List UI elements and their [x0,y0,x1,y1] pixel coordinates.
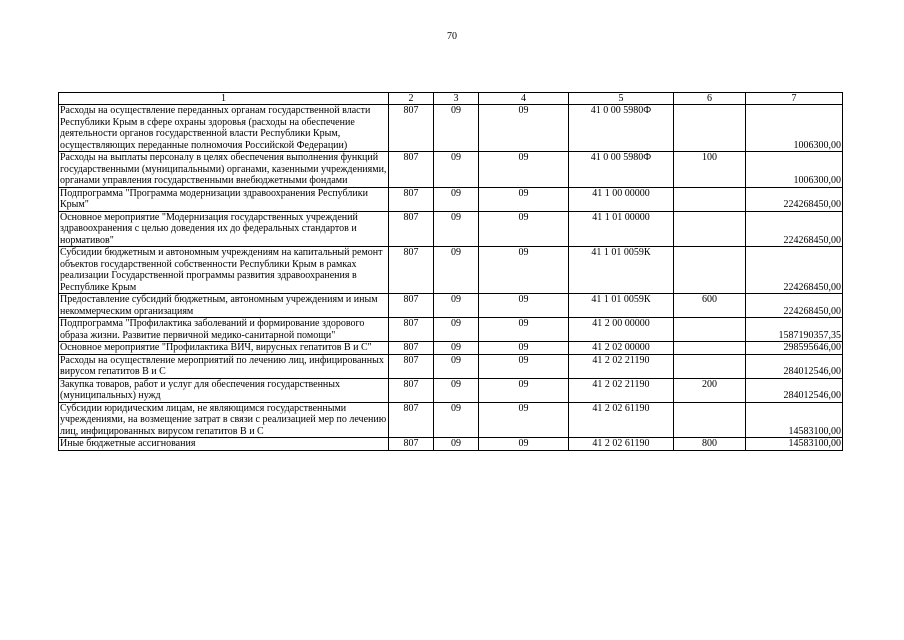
row-ministry-code: 807 [389,294,434,318]
row-target-article: 41 0 00 5980Ф [569,152,674,188]
table-row [59,354,843,378]
table-row [59,105,843,152]
row-section-code: 09 [434,105,479,152]
header-col-1: 1 [59,93,389,105]
row-ministry-code: 807 [389,318,434,342]
row-subsection-code: 09 [479,402,569,438]
row-amount: 298595646,00 [746,342,843,355]
row-description: Субсидии юридическим лицам, не являющимся государственными учреждениями, на возмещение затрат в связи с реализацией мер по лечению лиц, инфицированных вирусом гепатитов В и С [59,402,389,438]
row-ministry-code: 807 [389,342,434,355]
header-col-5: 5 [569,93,674,105]
header-col-3: 3 [434,93,479,105]
row-amount: 224268450,00 [746,211,843,247]
table-row [59,152,843,188]
row-section-code: 09 [434,318,479,342]
table-row [59,211,843,247]
row-section-code: 09 [434,342,479,355]
row-description: Иные бюджетные ассигнования [59,438,389,451]
row-description: Расходы на осуществление мероприятий по лечению лиц, инфицированных вирусом гепатитов В и С [59,354,389,378]
row-expense-type: 800 [674,438,746,451]
row-expense-type: 200 [674,378,746,402]
row-target-article: 41 2 02 21190 [569,378,674,402]
header-col-7: 7 [746,93,843,105]
row-ministry-code: 807 [389,378,434,402]
header-col-4: 4 [479,93,569,105]
table-row [59,378,843,402]
row-target-article: 41 2 02 61190 [569,402,674,438]
row-target-article: 41 2 02 21190 [569,354,674,378]
row-expense-type: 600 [674,294,746,318]
row-ministry-code: 807 [389,187,434,211]
row-description: Субсидии бюджетным и автономным учреждениям на капитальный ремонт объектов государственной собственности Республики Крым в рамках реализации Государственной программы развития здравоохранения в Республике Крым [59,247,389,294]
row-subsection-code: 09 [479,354,569,378]
row-target-article: 41 1 00 00000 [569,187,674,211]
table-row [59,318,843,342]
row-subsection-code: 09 [479,318,569,342]
row-description: Расходы на выплаты персоналу в целях обеспечения выполнения функций государственными (муниципальными) органами, казенными учреждениями, органами управления государственными внебюджетными фондами [59,152,389,188]
table-row [59,342,843,355]
row-expense-type [674,247,746,294]
row-section-code: 09 [434,152,479,188]
row-subsection-code: 09 [479,247,569,294]
row-amount: 1006300,00 [746,105,843,152]
row-amount: 1006300,00 [746,152,843,188]
row-section-code: 09 [434,247,479,294]
row-target-article: 41 2 00 00000 [569,318,674,342]
row-target-article: 41 2 02 00000 [569,342,674,355]
row-description: Предоставление субсидий бюджетным, автономным учреждениям и иным некоммерческим организациям [59,294,389,318]
row-subsection-code: 09 [479,438,569,451]
table-row [59,438,843,451]
row-target-article: 41 1 01 0059К [569,294,674,318]
row-description: Подпрограмма "Программа модернизации здравоохранения Республики Крым" [59,187,389,211]
row-section-code: 09 [434,354,479,378]
row-ministry-code: 807 [389,105,434,152]
row-target-article: 41 1 01 0059К [569,247,674,294]
row-ministry-code: 807 [389,247,434,294]
page-number: 70 [447,31,457,42]
row-description: Основное мероприятие "Модернизация государственных учреждений здравоохранения с целью доведения их до федеральных стандартов и нормативов" [59,211,389,247]
row-section-code: 09 [434,294,479,318]
row-section-code: 09 [434,378,479,402]
row-expense-type [674,354,746,378]
row-amount: 284012546,00 [746,354,843,378]
row-description: Подпрограмма "Профилактика заболеваний и формирование здорового образа жизни. Развитие первичной медико-санитарной помощи" [59,318,389,342]
budget-table [58,92,843,451]
row-subsection-code: 09 [479,187,569,211]
row-subsection-code: 09 [479,105,569,152]
row-amount: 224268450,00 [746,294,843,318]
row-ministry-code: 807 [389,354,434,378]
row-subsection-code: 09 [479,152,569,188]
row-expense-type [674,318,746,342]
header-col-2: 2 [389,93,434,105]
row-expense-type [674,105,746,152]
header-col-6: 6 [674,93,746,105]
header-row [59,93,843,105]
row-description: Основное мероприятие "Профилактика ВИЧ, вирусных гепатитов В и С" [59,342,389,355]
row-expense-type: 100 [674,152,746,188]
row-description: Расходы на осуществление переданных органам государственной власти Республики Крым в сфере охраны здоровья (расходы на обеспечение деятельности органов государственной власти Республики Крым, осуществляющих переданные полномочия Российской Федерации) [59,105,389,152]
row-amount: 224268450,00 [746,247,843,294]
row-subsection-code: 09 [479,342,569,355]
row-amount: 14583100,00 [746,438,843,451]
table-row [59,294,843,318]
row-amount: 284012546,00 [746,378,843,402]
row-target-article: 41 1 01 00000 [569,211,674,247]
row-target-article: 41 0 00 5980Ф [569,105,674,152]
row-ministry-code: 807 [389,152,434,188]
row-section-code: 09 [434,187,479,211]
table-row [59,187,843,211]
row-amount: 224268450,00 [746,187,843,211]
row-section-code: 09 [434,211,479,247]
row-ministry-code: 807 [389,402,434,438]
row-section-code: 09 [434,402,479,438]
row-amount: 14583100,00 [746,402,843,438]
row-section-code: 09 [434,438,479,451]
row-description: Закупка товаров, работ и услуг для обеспечения государственных (муниципальных) нужд [59,378,389,402]
row-expense-type [674,211,746,247]
row-target-article: 41 2 02 61190 [569,438,674,451]
row-expense-type [674,342,746,355]
table-row [59,402,843,438]
row-subsection-code: 09 [479,294,569,318]
row-amount: 1587190357,35 [746,318,843,342]
row-ministry-code: 807 [389,438,434,451]
row-expense-type [674,187,746,211]
row-ministry-code: 807 [389,211,434,247]
row-subsection-code: 09 [479,378,569,402]
row-expense-type [674,402,746,438]
table-row [59,247,843,294]
row-subsection-code: 09 [479,211,569,247]
